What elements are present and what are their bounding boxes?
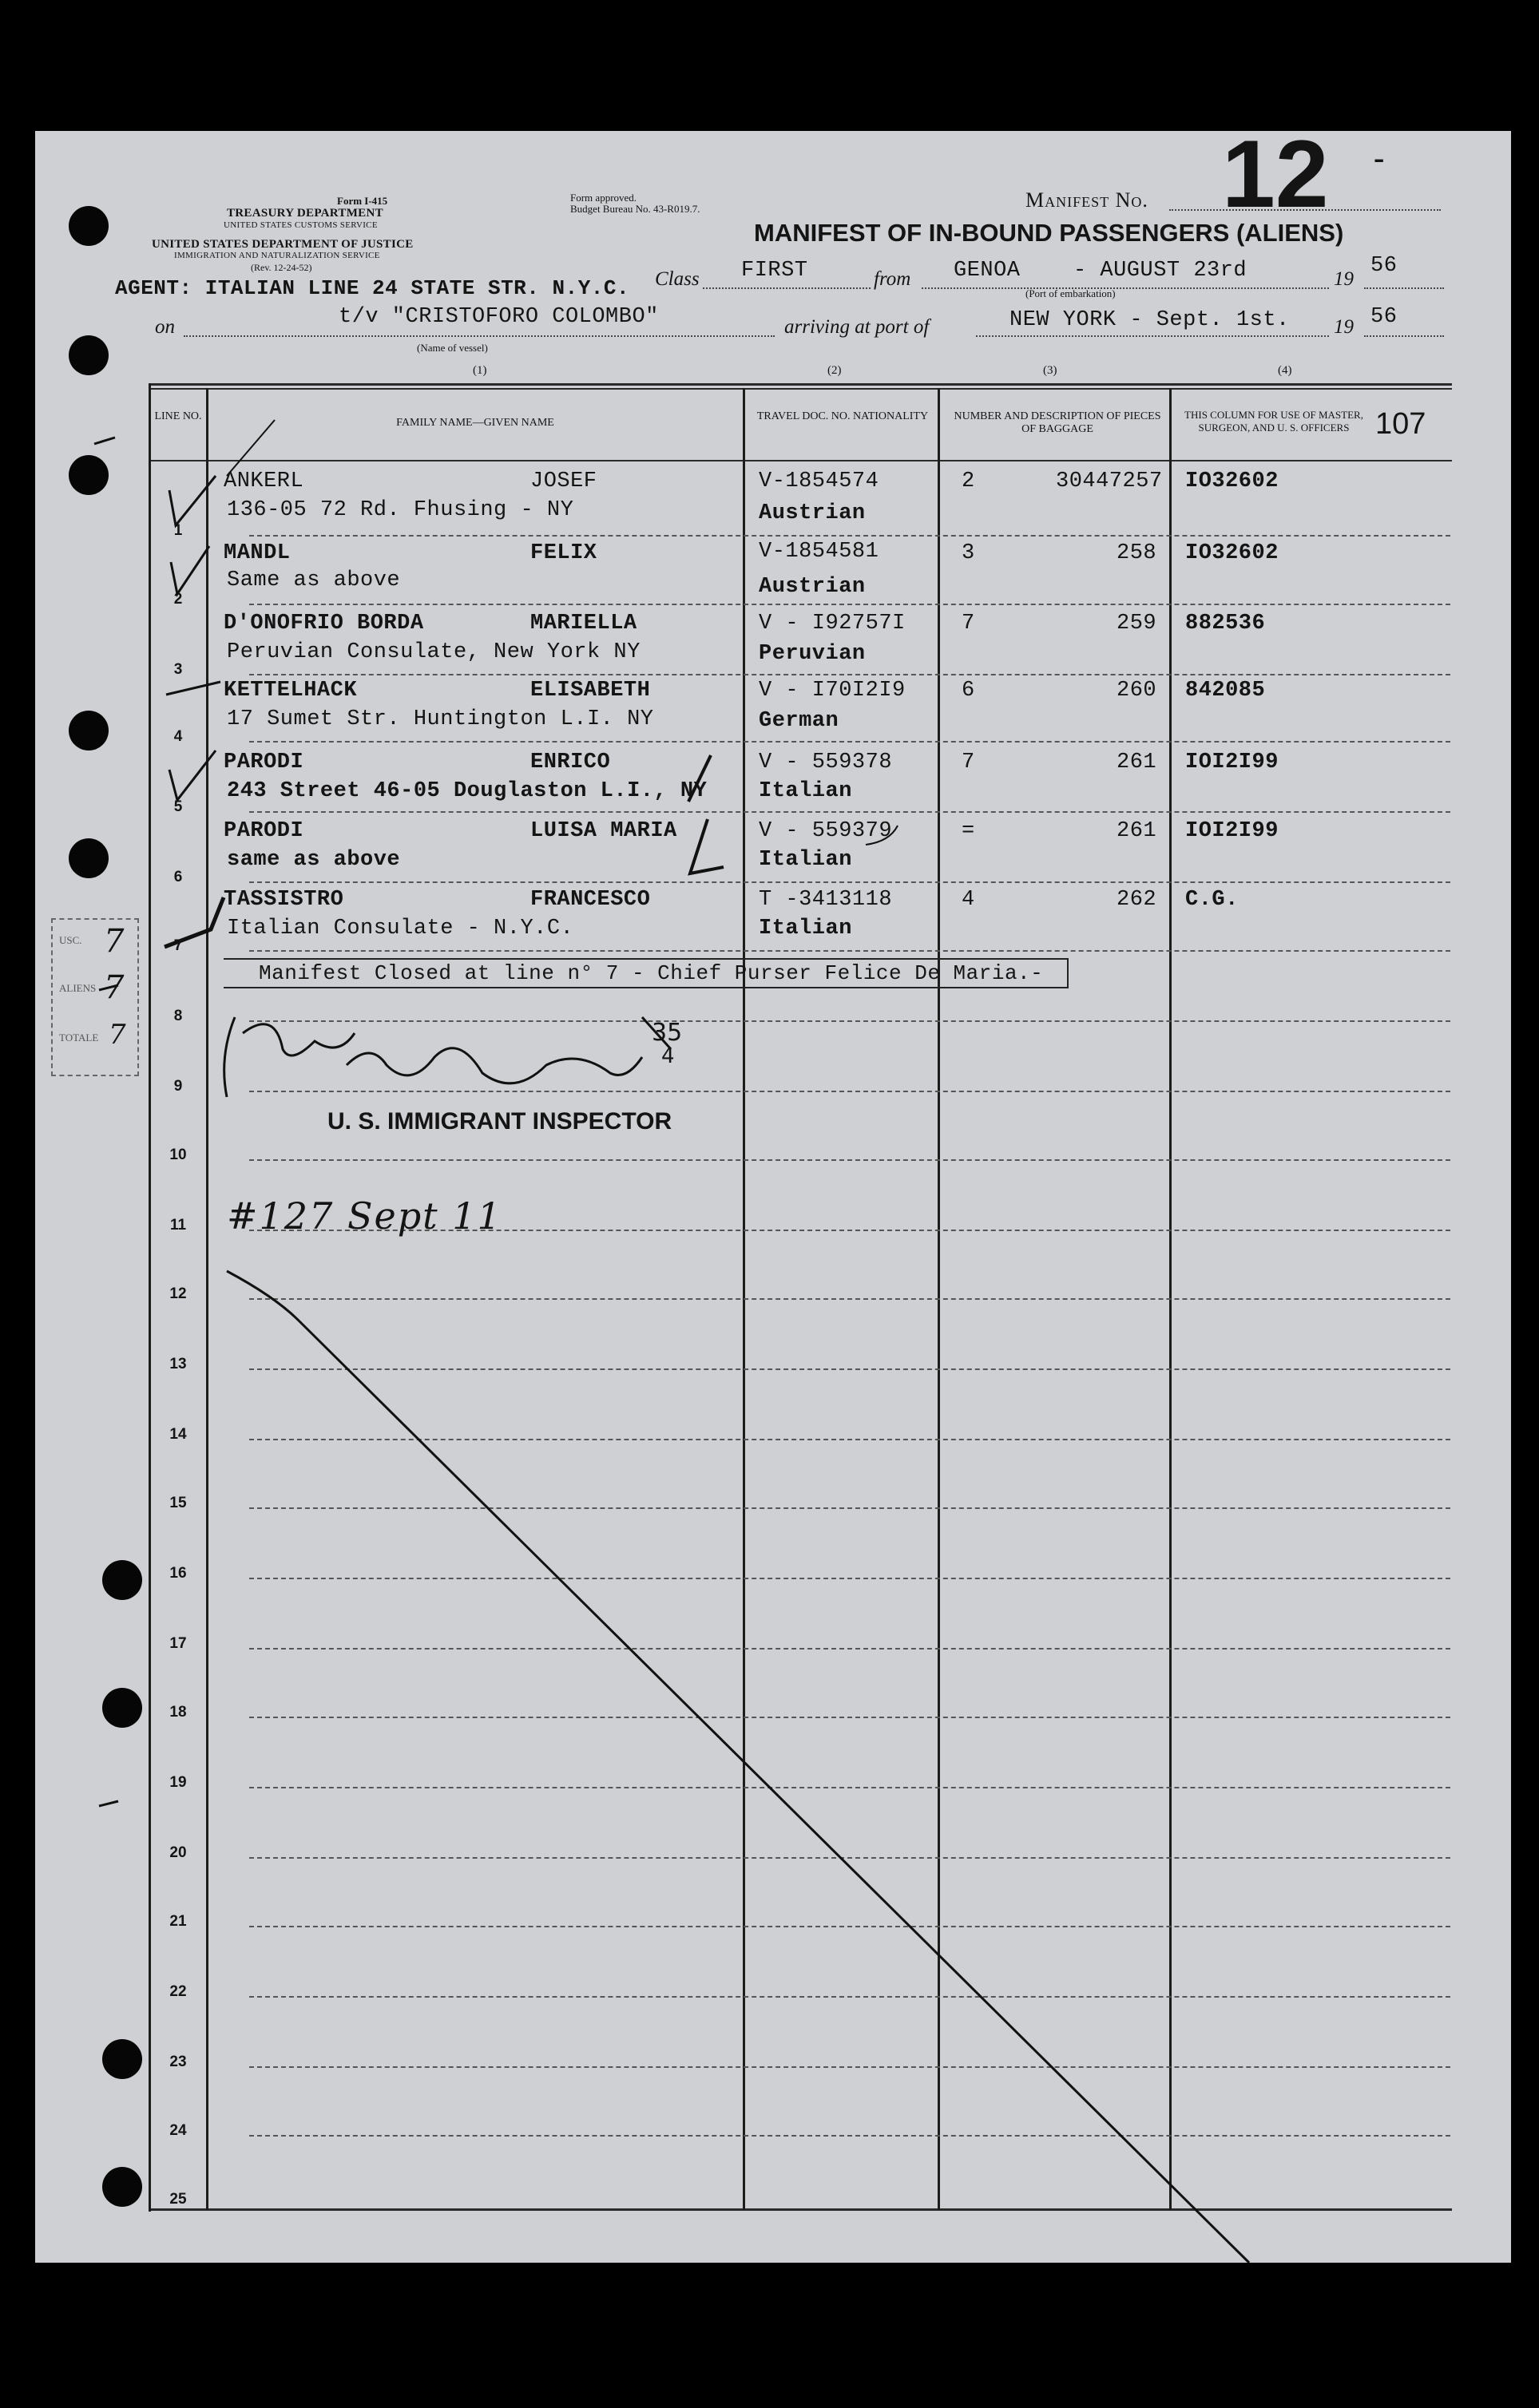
class-label: Class [655,268,700,290]
budget-bureau: Budget Bureau No. 43-R019.7. [570,203,700,215]
line-number: 7 [173,937,183,954]
baggage-tag: 258 [1117,541,1157,565]
family-name: D'ONOFRIO BORDA [224,612,424,636]
manifest-closed-note: Manifest Closed at line n° 7 - Chief Purser Felice De Maria.- [224,958,1069,988]
treasury-dept: TREASURY DEPARTMENT [227,207,383,220]
baggage-pieces: 7 [962,751,975,774]
officer-code: IOI2I99 [1185,751,1279,774]
family-name: PARODI [224,819,304,843]
line-number: 5 [173,798,183,815]
family-name: ANKERL [224,469,304,493]
officer-code: IOI2I99 [1185,819,1279,843]
family-name: TASSISTRO [224,888,344,912]
pen-marks [35,131,1511,2263]
baggage-pieces: 6 [962,679,975,703]
given-name: MARIELLA [530,612,637,636]
line-number: 14 [169,1426,187,1443]
nationality: Peruvian [759,642,866,666]
stamp-label-usc: USC. [59,934,82,946]
manifest-page: Form I-415 TREASURY DEPARTMENT UNITED STATES CUSTOMS SERVICE UNITED STATES DEPARTMENT OF JUSTICE IMMIGRATION AND NATURALIZATION SERVICE (Rev. 12-24-52) Form approved. Budget Bureau No. 43-R019.7. Manifest No. 12 - 107 MANIFEST OF IN-BOUND PASSENGERS (ALIENS) AGENT: ITALIAN LINE 24 STATE STR. N.Y.C. Class FIRST from GENOA - AUGUST 23rd 19 56 (Port of embarkation) on t/v "CRISTOFORO COLOMBO" (Name of vessel) arriving at port of NEW YORK - Sept. 1st. 19 56 (1) (2) (3) (4) LINE NO. FAMILY NAME—GIVEN NAME TRAVEL DOC. NO. NATIONALITY NUMBER AND DESCRIPTION OF PIECES OF BAGGAGE THIS COLUMN FOR USE OF MASTER, SURGEON, AND U. S. OFFICERS 1 2 3 4 5 6 7 8 9 10 11 12 13 14 15 16 17 18 19 20 21 22 23 24 25 ANKERL JOSEF 136-05 72 Rd. Fhusing - NY V-1854574 Austrian 2 30447257 IO32602 MANDL FELIX Same as above V-1854581 Austrian 3 258 IO32602 D'ONOFRIO BORDA MARIELLA Peruvian Consulate, New York NY V - I92757I Peruvian 7 259 882536 KETTELHACK ELISABETH 17 Sumet Str. Huntington L.I. NY V - I70I2I9 German 6 260 842085 PARODI ENRICO 243 Street 46-05 Douglaston L.I., NY V - 559378 Italian 7 261 IOI2I99 PARODI LUISA MARIA same as above V - 559379 Italian = 261 IOI2I99 TASSISTRO FRANCESCO Italian Consulate - N.Y.C. T -3413118 Italian 4 262 C.G. Manifest Closed at line n° 7 - Chief Purser Felice De Maria.- USC. 7 ALIENS 7 TOTALE 7 35 4 U. S. IMMIGRANT INSPECTOR #127 Sept 11 [35,131,1511,2263]
baggage-tag: 261 [1117,751,1157,774]
line-number: 4 [173,728,183,745]
customs-service: UNITED STATES CUSTOMS SERVICE [224,220,378,230]
nationality: Italian [759,848,852,872]
year-value: 56 [1370,254,1398,278]
nationality: Austrian [759,575,866,599]
travel-doc: V - I70I2I9 [759,679,906,703]
line-number: 16 [169,1565,187,1582]
fraction-top: 35 [652,1019,683,1047]
line-number: 19 [169,1774,187,1791]
col-header-line: LINE NO. [154,410,202,422]
address: same as above [227,848,401,872]
line-number: 10 [169,1147,187,1163]
given-name: FELIX [530,541,597,565]
family-name: KETTELHACK [224,679,358,703]
travel-doc: V-1854574 [759,469,879,493]
given-name: JOSEF [530,469,597,493]
col-header-baggage: NUMBER AND DESCRIPTION OF PIECES OF BAGGAGE [954,410,1161,435]
line-number: 8 [173,1008,183,1024]
line-number: 11 [169,1217,187,1234]
given-name: ELISABETH [530,679,651,703]
from-port: GENOA [954,259,1021,283]
travel-doc: V-1854581 [759,540,879,564]
baggage-pieces: 7 [962,612,975,636]
line-number: 20 [169,1844,187,1861]
fraction-bottom: 4 [661,1044,675,1068]
line-number: 22 [169,1983,187,2000]
line-number: 17 [169,1635,187,1652]
stamp-label-aliens: ALIENS [59,982,97,994]
line-number: 15 [169,1495,187,1511]
nationality: Italian [759,779,852,803]
line-number: 2 [173,591,183,608]
line-number: 6 [173,869,183,885]
baggage-pieces: 2 [962,469,975,493]
col-header-officer: THIS COLUMN FOR USE OF MASTER, SURGEON, AND U. S. OFFICERS [1184,409,1363,434]
nationality: Austrian [759,501,866,525]
family-name: MANDL [224,541,291,565]
given-name: FRANCESCO [530,888,651,912]
baggage-tag: 261 [1117,819,1157,843]
col-num-3: (3) [1043,364,1057,377]
address: 136-05 72 Rd. Fhusing - NY [227,498,574,522]
year-prefix: 19 [1334,268,1354,290]
nationality: German [759,709,839,733]
line-number: 18 [169,1704,187,1721]
col-num-1: (1) [473,364,487,377]
from-label: from [874,268,911,290]
agent-line: AGENT: ITALIAN LINE 24 STATE STR. N.Y.C. [115,276,630,300]
departure-date: - AUGUST 23rd [1073,259,1247,283]
officer-code: IO32602 [1185,469,1279,493]
line-number: 24 [169,2122,187,2139]
line-number: 23 [169,2054,187,2070]
baggage-tag: 262 [1117,888,1157,912]
travel-doc: V - 559378 [759,751,893,774]
baggage-pieces: = [962,819,975,843]
form-approved: Form approved. [570,192,637,204]
col-num-4: (4) [1278,364,1292,377]
port-embarkation-label: (Port of embarkation) [1025,287,1116,299]
baggage-tag: 259 [1117,612,1157,636]
family-name: PARODI [224,751,304,774]
travel-doc: V - I92757I [759,612,906,636]
given-name: LUISA MARIA [530,819,677,843]
travel-doc: T -3413118 [759,888,893,912]
baggage-tag: 260 [1117,679,1157,703]
handwritten-note: #127 Sept 11 [227,1194,502,1238]
col-header-name: FAMILY NAME—GIVEN NAME [396,417,554,429]
col-num-2: (2) [827,364,842,377]
line-number: 1 [173,522,183,539]
col-header-doc: TRAVEL DOC. NO. NATIONALITY [756,410,929,422]
baggage-tag: 30447257 [1056,469,1163,493]
given-name: ENRICO [530,751,611,774]
travel-doc: V - 559379 [759,819,893,843]
justice-dept: UNITED STATES DEPARTMENT OF JUSTICE [152,238,414,251]
stamp-value-totale: 7 [109,1019,126,1051]
line-number: 13 [169,1356,187,1372]
arrival-port-date: NEW YORK - Sept. 1st. [1009,308,1290,332]
manifest-no-label: Manifest No. [1025,188,1148,212]
arriving-label: arriving at port of [784,316,930,338]
stamp-value-usc: 7 [104,923,125,960]
revision-date: (Rev. 12-24-52) [251,262,312,273]
stamp-value-aliens: 7 [104,969,125,1006]
page-stamp-number: 107 [1375,407,1426,441]
officer-code: 842085 [1185,679,1266,703]
class-value: FIRST [741,259,808,283]
stamp-label-totale: TOTALE [59,1032,99,1044]
address: 243 Street 46-05 Douglaston L.I., NY [227,779,708,803]
line-number: 9 [173,1078,183,1095]
officer-code: IO32602 [1185,541,1279,565]
address: Same as above [227,568,401,592]
nationality: Italian [759,917,852,941]
line-number: 21 [169,1913,187,1930]
form-number: Form I-415 [337,195,388,207]
address: Italian Consulate - N.Y.C. [227,917,574,941]
line-number: 25 [169,2191,187,2208]
manifest-number: 12 [1222,121,1329,228]
baggage-pieces: 3 [962,541,975,565]
officer-code: C.G. [1185,888,1239,912]
baggage-pieces: 4 [962,888,975,912]
line-number: 3 [173,661,183,678]
year-value-2: 56 [1370,305,1398,329]
officer-code: 882536 [1185,612,1266,636]
vessel-name-label: (Name of vessel) [417,342,488,354]
address: 17 Sumet Str. Huntington L.I. NY [227,707,654,731]
inspector-title: U. S. IMMIGRANT INSPECTOR [327,1108,672,1135]
on-label: on [155,316,175,338]
ins-service: IMMIGRATION AND NATURALIZATION SERVICE [174,251,380,260]
page-title: MANIFEST OF IN-BOUND PASSENGERS (ALIENS) [754,219,1344,247]
vessel-name: t/v "CRISTOFORO COLOMBO" [339,305,659,329]
line-number: 12 [169,1285,187,1302]
year-prefix-2: 19 [1334,316,1354,338]
address: Peruvian Consulate, New York NY [227,640,641,664]
